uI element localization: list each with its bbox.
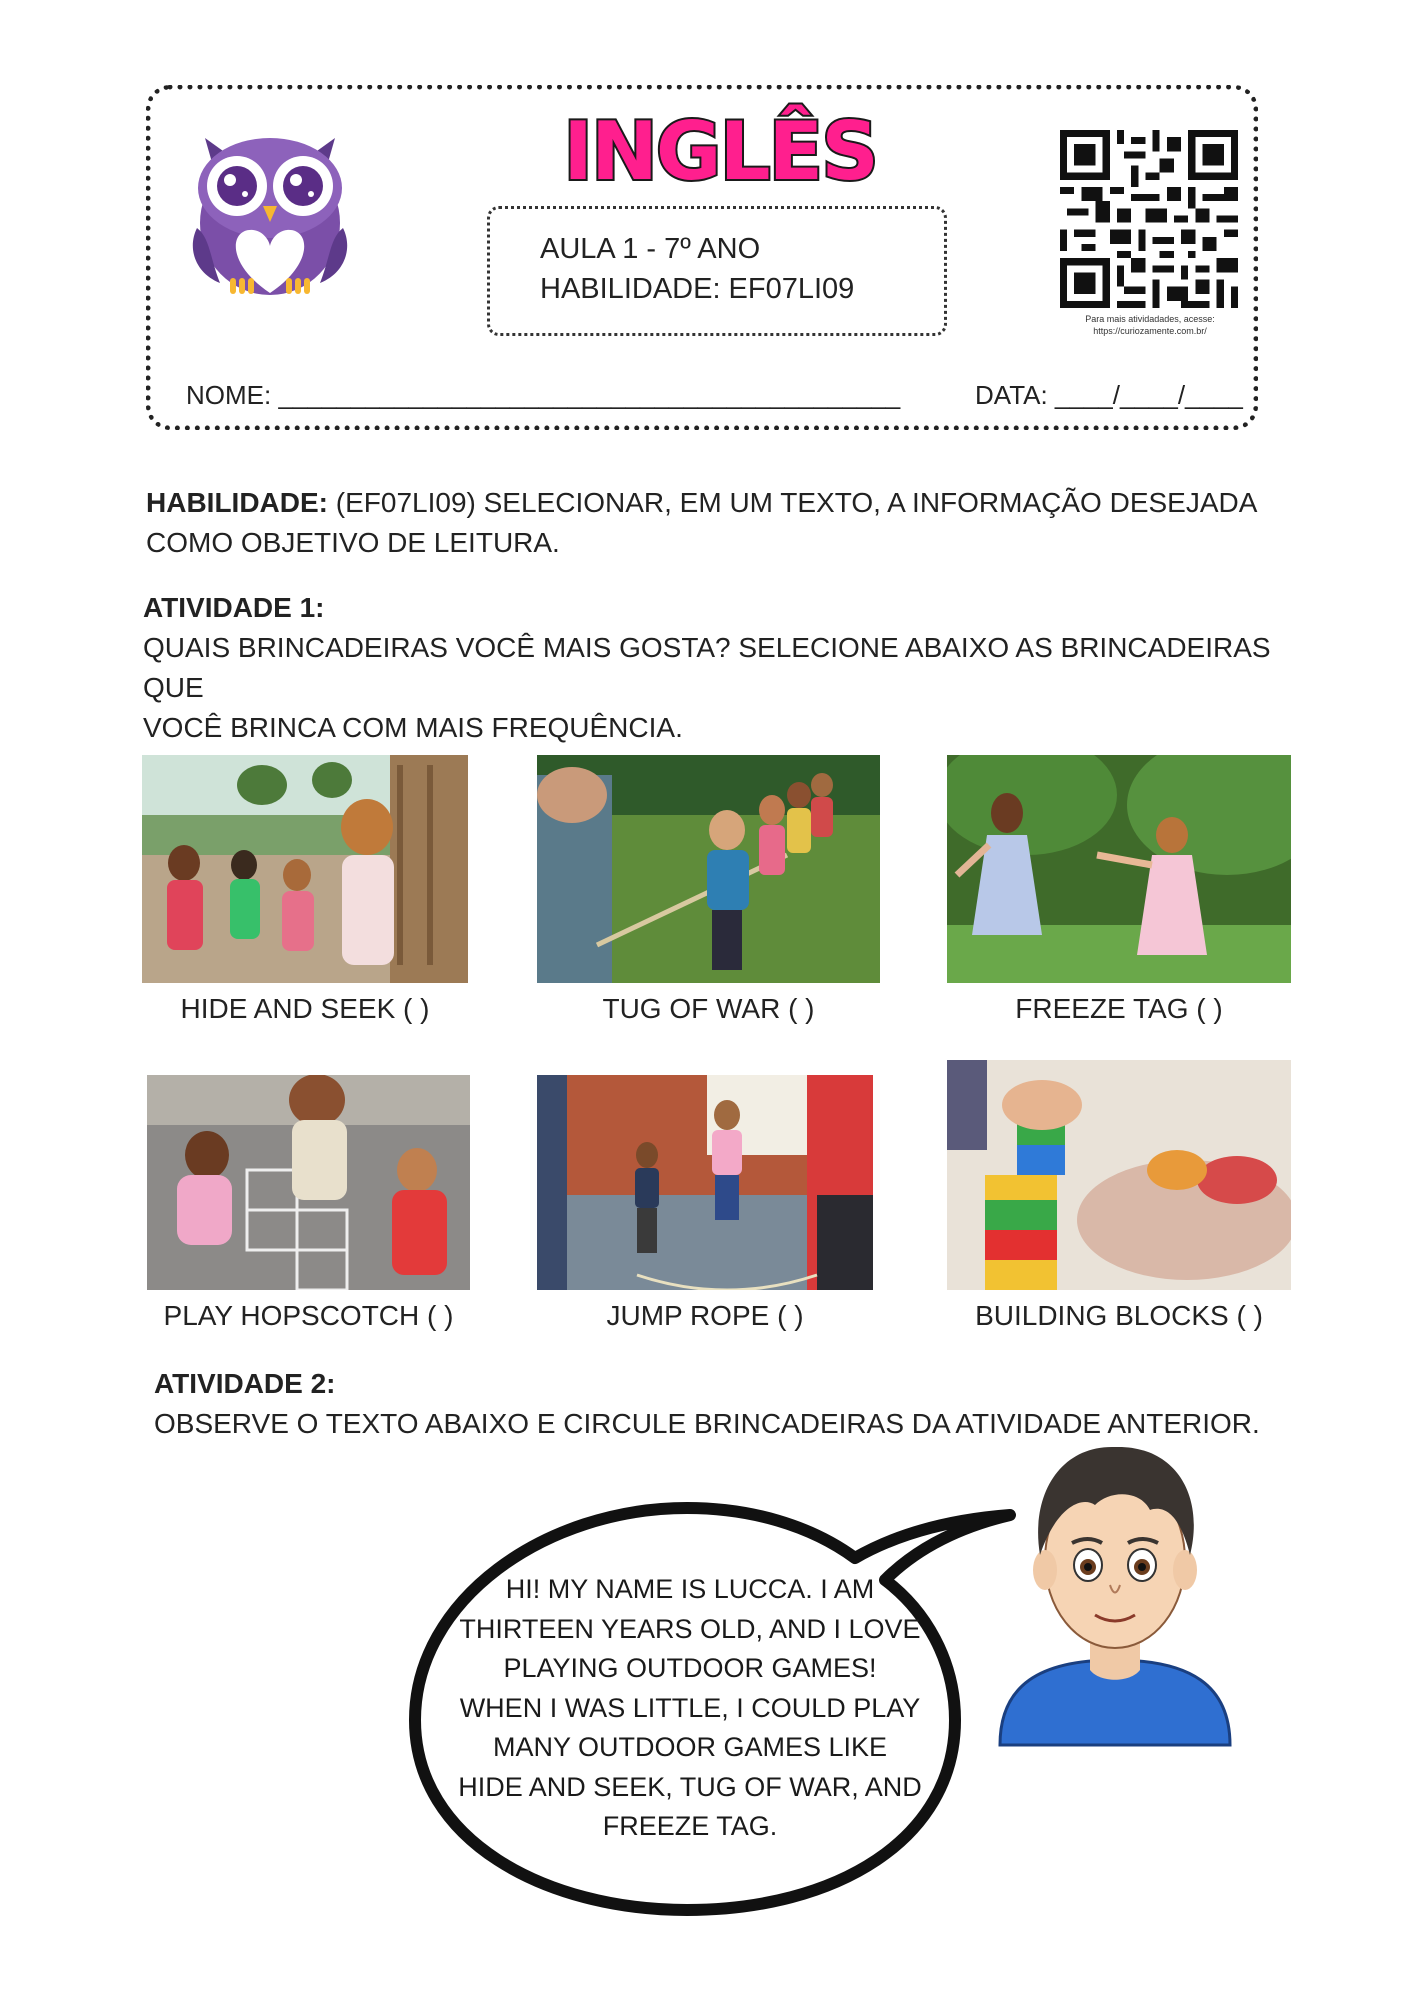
activity2-title: ATIVIDADE 2: bbox=[154, 1368, 336, 1399]
skill-text-line1: (EF07LI09) SELECIONAR, EM UM TEXTO, A INFORMAÇÃO DESEJADA bbox=[328, 487, 1258, 518]
game-label-tug-of-war[interactable]: TUG OF WAR ( ) bbox=[602, 993, 815, 1024]
activity1-line1: QUAIS BRINCADEIRAS VOCÊ MAIS GOSTA? SELECIONE ABAIXO AS BRINCADEIRAS QUE bbox=[143, 632, 1271, 703]
freeze-tag-photo bbox=[947, 755, 1291, 983]
tug-of-war-photo bbox=[537, 755, 880, 983]
activity2-instruction: OBSERVE O TEXTO ABAIXO E CIRCULE BRINCADEIRAS DA ATIVIDADE ANTERIOR. bbox=[154, 1408, 1260, 1439]
owl-mascot-icon bbox=[185, 118, 355, 296]
speech-text bbox=[440, 1570, 940, 1847]
game-label-jump-rope[interactable]: JUMP ROPE ( ) bbox=[606, 1300, 804, 1331]
speech-line: HIDE AND SEEK, TUG OF WAR, AND bbox=[458, 1771, 922, 1802]
page-title: INGLÊS bbox=[563, 105, 877, 198]
speech-line: HI! MY NAME IS LUCCA. I AM bbox=[505, 1574, 875, 1604]
speech-line: FREEZE TAG. bbox=[602, 1811, 778, 1841]
skill-label: HABILIDADE: bbox=[146, 487, 328, 518]
game-label-freeze-tag[interactable]: FREEZE TAG ( ) bbox=[1015, 993, 1223, 1024]
boy-character-icon bbox=[990, 1435, 1240, 1755]
lesson-skill-code: HABILIDADE: EF07LI09 bbox=[540, 273, 855, 305]
game-label-building-blocks[interactable]: BUILDING BLOCKS ( ) bbox=[975, 1300, 1263, 1331]
lesson-grade: AULA 1 - 7º ANO bbox=[540, 233, 761, 265]
activity1-title: ATIVIDADE 1: bbox=[143, 592, 325, 623]
speech-line: PLAYING OUTDOOR GAMES! bbox=[503, 1653, 877, 1683]
qr-code-icon bbox=[1060, 130, 1238, 308]
game-label-hide-and-seek[interactable]: HIDE AND SEEK ( ) bbox=[180, 993, 430, 1024]
lesson-info-box bbox=[487, 206, 947, 336]
hopscotch-photo bbox=[147, 1075, 470, 1290]
activity1-block bbox=[143, 588, 1293, 748]
jump-rope-photo bbox=[537, 1075, 873, 1290]
name-field[interactable]: NOME: ___________________________________________ bbox=[186, 380, 901, 410]
speech-line: THIRTEEN YEARS OLD, AND I LOVE bbox=[459, 1613, 921, 1644]
game-label-hopscotch[interactable]: PLAY HOPSCOTCH ( ) bbox=[163, 1300, 454, 1331]
building-blocks-photo bbox=[947, 1060, 1291, 1290]
skill-text-line2: COMO OBJETIVO DE LEITURA. bbox=[146, 527, 560, 558]
speech-line: WHEN I WAS LITTLE, I COULD PLAY bbox=[459, 1692, 921, 1723]
hide-and-seek-photo bbox=[142, 755, 468, 983]
qr-caption-line2: https://curiozamente.com.br/ bbox=[1093, 326, 1207, 336]
speech-line: MANY OUTDOOR GAMES LIKE bbox=[492, 1732, 888, 1762]
qr-caption-line1: Para mais atividadades, acesse: bbox=[1085, 314, 1215, 324]
skill-paragraph bbox=[146, 483, 1276, 563]
date-field[interactable]: DATA: ____/____/____ bbox=[975, 380, 1243, 410]
activity2-block bbox=[154, 1364, 1304, 1444]
activity1-line2: VOCÊ BRINCA COM MAIS FREQUÊNCIA. bbox=[143, 712, 683, 743]
